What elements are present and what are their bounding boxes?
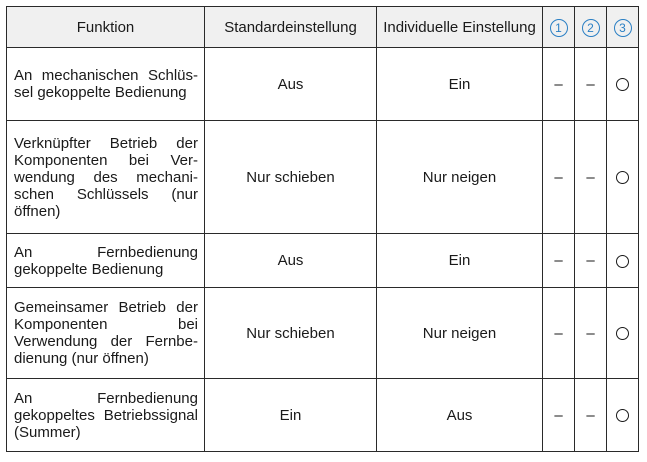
table-header-row — [7, 7, 639, 48]
method-1-cell: – — [543, 48, 575, 121]
table-row — [7, 234, 639, 288]
function-cell: An Fernbedienung gekoppelte Bedienung — [7, 234, 205, 288]
table-row — [7, 121, 639, 234]
function-cell: An Fernbedienung gekoppeltes Betriebssignal (Summer) — [7, 379, 205, 452]
default-value-cell: Nur schieben — [205, 288, 377, 379]
custom-value-cell: Aus — [377, 379, 543, 452]
table-row — [7, 48, 639, 121]
header-custom-setting: Individuelle Einstellung — [377, 7, 543, 48]
settings-table — [6, 6, 639, 452]
method-3-cell — [607, 48, 639, 121]
default-value-cell: Aus — [205, 234, 377, 288]
function-cell: An mechanischen Schlüssel gekoppelte Bedienung — [7, 48, 205, 121]
custom-value-cell: Ein — [377, 234, 543, 288]
table-row — [7, 288, 639, 379]
method-1-cell: – — [543, 121, 575, 234]
circled-number-1-icon: 1 — [550, 19, 568, 37]
header-function: Funktion — [7, 7, 205, 48]
available-circle-icon — [616, 171, 629, 184]
header-default-setting: Standardeinstellung — [205, 7, 377, 48]
method-2-cell: – — [575, 234, 607, 288]
method-2-cell: – — [575, 379, 607, 452]
method-1-cell: – — [543, 379, 575, 452]
function-cell: Gemeinsamer Betrieb der Komponenten bei Verwendung der Fernbedienung (nur öffnen) — [7, 288, 205, 379]
method-3-cell — [607, 121, 639, 234]
default-value-cell: Nur schieben — [205, 121, 377, 234]
header-method-2 — [575, 7, 607, 48]
method-2-cell: – — [575, 121, 607, 234]
available-circle-icon — [616, 327, 629, 340]
available-circle-icon — [616, 255, 629, 268]
method-1-cell: – — [543, 288, 575, 379]
available-circle-icon — [616, 78, 629, 91]
default-value-cell: Aus — [205, 48, 377, 121]
function-cell: Verknüpfter Betrieb der Komponenten bei Verwendung des mechanischen Schlüssels (nur öffnen) — [7, 121, 205, 234]
method-3-cell — [607, 379, 639, 452]
default-value-cell: Ein — [205, 379, 377, 452]
custom-value-cell: Nur neigen — [377, 288, 543, 379]
custom-value-cell: Ein — [377, 48, 543, 121]
method-1-cell: – — [543, 234, 575, 288]
circled-number-2-icon: 2 — [582, 19, 600, 37]
header-method-3 — [607, 7, 639, 48]
custom-value-cell: Nur neigen — [377, 121, 543, 234]
method-3-cell — [607, 234, 639, 288]
header-method-1 — [543, 7, 575, 48]
circled-number-3-icon: 3 — [614, 19, 632, 37]
method-2-cell: – — [575, 48, 607, 121]
method-3-cell — [607, 288, 639, 379]
available-circle-icon — [616, 409, 629, 422]
table-row — [7, 379, 639, 452]
method-2-cell: – — [575, 288, 607, 379]
